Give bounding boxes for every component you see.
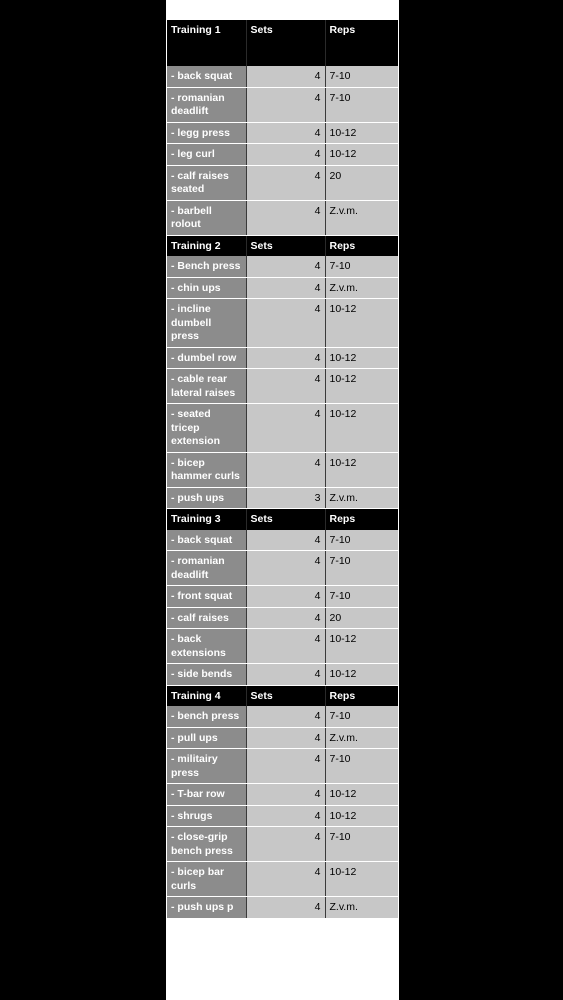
reps-cell[interactable]: 7-10 — [325, 706, 398, 727]
reps-cell[interactable]: 7-10 — [325, 66, 398, 87]
sets-cell[interactable]: 4 — [246, 277, 325, 299]
sets-cell[interactable]: 4 — [246, 66, 325, 87]
table-row — [167, 66, 398, 87]
table-row — [167, 530, 398, 551]
reps-cell[interactable]: 7-10 — [325, 256, 398, 277]
table-row — [167, 862, 398, 897]
sets-cell[interactable]: 4 — [246, 784, 325, 806]
table-row — [167, 784, 398, 806]
reps-cell[interactable]: 10-12 — [325, 144, 398, 166]
exercise-cell[interactable]: - incline dumbell press — [167, 299, 246, 348]
training-header-row — [167, 509, 398, 530]
sets-cell[interactable]: 4 — [246, 629, 325, 664]
table-row — [167, 452, 398, 487]
exercise-cell[interactable]: - close-grip bench press — [167, 827, 246, 862]
exercise-cell[interactable]: - side bends — [167, 664, 246, 686]
exercise-cell[interactable]: - bicep bar curls — [167, 862, 246, 897]
reps-cell[interactable]: 7-10 — [325, 749, 398, 784]
table-row — [167, 586, 398, 608]
training-header-row — [167, 20, 398, 66]
table-row — [167, 347, 398, 369]
table-row — [167, 805, 398, 827]
training-plan-body — [167, 20, 398, 918]
reps-cell[interactable]: 10-12 — [325, 452, 398, 487]
sets-header-cell[interactable]: Sets — [246, 235, 325, 256]
training-plan-table — [167, 20, 398, 919]
sets-cell[interactable]: 4 — [246, 404, 325, 453]
reps-cell[interactable]: Z.v.m. — [325, 200, 398, 235]
reps-cell[interactable]: 7-10 — [325, 530, 398, 551]
exercise-cell[interactable]: - romanian deadlift — [167, 551, 246, 586]
training-header-row — [167, 235, 398, 256]
sets-cell[interactable]: 4 — [246, 862, 325, 897]
training-title-cell[interactable]: Training 1 — [167, 20, 246, 66]
reps-cell[interactable]: 10-12 — [325, 122, 398, 144]
reps-cell[interactable]: 10-12 — [325, 664, 398, 686]
exercise-cell[interactable]: - romanian deadlift — [167, 87, 246, 122]
reps-cell[interactable]: Z.v.m. — [325, 897, 398, 919]
reps-cell[interactable]: Z.v.m. — [325, 727, 398, 749]
sets-cell[interactable]: 3 — [246, 487, 325, 509]
exercise-cell[interactable]: - leg curl — [167, 144, 246, 166]
exercise-cell[interactable]: - push ups p — [167, 897, 246, 919]
sets-cell[interactable]: 4 — [246, 87, 325, 122]
reps-cell[interactable]: 7-10 — [325, 551, 398, 586]
sets-cell[interactable]: 4 — [246, 369, 325, 404]
reps-cell[interactable]: 20 — [325, 165, 398, 200]
table-row — [167, 122, 398, 144]
sets-cell[interactable]: 4 — [246, 727, 325, 749]
sets-header-cell[interactable]: Sets — [246, 685, 325, 706]
sets-cell[interactable]: 4 — [246, 347, 325, 369]
reps-header-cell[interactable]: Reps — [325, 509, 398, 530]
table-row — [167, 551, 398, 586]
training-title-cell[interactable]: Training 2 — [167, 235, 246, 256]
sets-cell[interactable]: 4 — [246, 299, 325, 348]
exercise-cell[interactable]: - back extensions — [167, 629, 246, 664]
reps-cell[interactable]: 10-12 — [325, 404, 398, 453]
reps-cell[interactable]: 10-12 — [325, 862, 398, 897]
reps-header-cell[interactable]: Reps — [325, 235, 398, 256]
table-row — [167, 487, 398, 509]
reps-cell[interactable]: 20 — [325, 607, 398, 629]
sets-cell[interactable]: 4 — [246, 144, 325, 166]
sets-cell[interactable]: 4 — [246, 706, 325, 727]
sets-cell[interactable]: 4 — [246, 551, 325, 586]
exercise-cell[interactable]: - pull ups — [167, 727, 246, 749]
exercise-cell[interactable]: - bicep hammer curls — [167, 452, 246, 487]
exercise-cell[interactable]: - bench press — [167, 706, 246, 727]
reps-cell[interactable]: 10-12 — [325, 805, 398, 827]
exercise-cell[interactable]: - cable rear lateral raises — [167, 369, 246, 404]
table-row — [167, 629, 398, 664]
table-row — [167, 827, 398, 862]
table-row — [167, 664, 398, 686]
table-row — [167, 256, 398, 277]
exercise-cell[interactable]: - calf raises seated — [167, 165, 246, 200]
reps-cell[interactable]: 10-12 — [325, 299, 398, 348]
sets-cell[interactable]: 4 — [246, 200, 325, 235]
sets-cell[interactable]: 4 — [246, 452, 325, 487]
reps-cell[interactable]: 7-10 — [325, 586, 398, 608]
table-row — [167, 369, 398, 404]
training-title-cell[interactable]: Training 4 — [167, 685, 246, 706]
table-row — [167, 165, 398, 200]
exercise-cell[interactable]: - shrugs — [167, 805, 246, 827]
table-row — [167, 404, 398, 453]
table-row — [167, 87, 398, 122]
reps-cell[interactable]: 10-12 — [325, 629, 398, 664]
table-row — [167, 299, 398, 348]
reps-header-cell[interactable]: Reps — [325, 685, 398, 706]
table-row — [167, 706, 398, 727]
sets-cell[interactable]: 4 — [246, 586, 325, 608]
exercise-cell[interactable]: - T-bar row — [167, 784, 246, 806]
reps-cell[interactable]: 7-10 — [325, 827, 398, 862]
exercise-cell[interactable]: - front squat — [167, 586, 246, 608]
exercise-cell[interactable]: - seated tricep extension — [167, 404, 246, 453]
sets-cell[interactable]: 4 — [246, 664, 325, 686]
sets-cell[interactable]: 4 — [246, 122, 325, 144]
training-header-row — [167, 685, 398, 706]
reps-cell[interactable]: 7-10 — [325, 87, 398, 122]
exercise-cell[interactable]: - Bench press — [167, 256, 246, 277]
sets-cell[interactable]: 4 — [246, 256, 325, 277]
sets-cell[interactable]: 4 — [246, 607, 325, 629]
table-row — [167, 144, 398, 166]
sets-cell[interactable]: 4 — [246, 749, 325, 784]
sets-cell[interactable]: 4 — [246, 165, 325, 200]
reps-cell[interactable]: Z.v.m. — [325, 487, 398, 509]
table-row — [167, 277, 398, 299]
reps-cell[interactable]: 10-12 — [325, 347, 398, 369]
table-row — [167, 727, 398, 749]
sets-cell[interactable]: 4 — [246, 530, 325, 551]
table-row — [167, 607, 398, 629]
reps-cell[interactable]: 10-12 — [325, 369, 398, 404]
reps-cell[interactable]: 10-12 — [325, 784, 398, 806]
reps-cell[interactable]: Z.v.m. — [325, 277, 398, 299]
exercise-cell[interactable]: - calf raises — [167, 607, 246, 629]
table-row — [167, 200, 398, 235]
exercise-cell[interactable]: - push ups — [167, 487, 246, 509]
exercise-cell[interactable]: - back squat — [167, 66, 246, 87]
exercise-cell[interactable]: - dumbel row — [167, 347, 246, 369]
table-row — [167, 897, 398, 919]
sets-cell[interactable]: 4 — [246, 897, 325, 919]
sets-cell[interactable]: 4 — [246, 827, 325, 862]
exercise-cell[interactable]: - chin ups — [167, 277, 246, 299]
exercise-cell[interactable]: - barbell rolout — [167, 200, 246, 235]
sets-cell[interactable]: 4 — [246, 805, 325, 827]
reps-header-cell[interactable]: Reps — [325, 20, 398, 66]
table-row — [167, 749, 398, 784]
exercise-cell[interactable]: - legg press — [167, 122, 246, 144]
exercise-cell[interactable]: - militairy press — [167, 749, 246, 784]
exercise-cell[interactable]: - back squat — [167, 530, 246, 551]
sets-header-cell[interactable]: Sets — [246, 509, 325, 530]
training-title-cell[interactable]: Training 3 — [167, 509, 246, 530]
sets-header-cell[interactable]: Sets — [246, 20, 325, 66]
